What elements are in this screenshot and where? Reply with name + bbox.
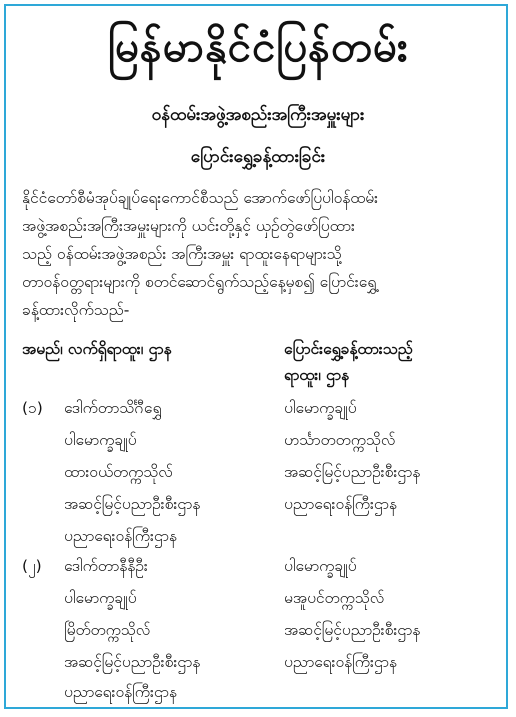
announcement-paragraph xyxy=(22,184,494,324)
column-header-new xyxy=(284,336,494,388)
entry-new-department: အဆင့်မြင့်ပညာဦးစီးဌာန xyxy=(284,621,421,639)
entry-current-department: အဆင့်မြင့်ပညာဦးစီးဌာန xyxy=(64,653,201,671)
entry-name: ဒေါက်တာနီနီဦး xyxy=(64,557,148,575)
entry-current-position: ပါမောက္ခချုပ် xyxy=(64,431,137,449)
column-header-new-line-1: ပြောင်းရွှေ့ခန့်ထားသည့် xyxy=(284,340,413,358)
entry-current-department: အဆင့်မြင့်ပညာဦးစီးဌာန xyxy=(64,495,201,513)
entry-new-department: အဆင့်မြင့်ပညာဦးစီးဌာန xyxy=(284,463,421,481)
entry-current-position: ပါမောက္ခချုပ် xyxy=(64,589,137,607)
paragraph-line: တာဝန်ဝတ္တရားများကို စတင်ဆောင်ရွက်သည့်နေ့မှစ၍ ပြောင်းရွှေ့ xyxy=(22,273,377,291)
paragraph-line: သည့် ဝန်ထမ်းအဖွဲ့အစည်း အကြီးအမှူး ရာထူးနေရာများသို့ xyxy=(22,245,342,263)
notice-subtitle-line-1: ဝန်ထမ်းအဖွဲ့အစည်းအကြီးအမှူးများ xyxy=(151,105,365,125)
entry-new-ministry: ပညာရေးဝန်ကြီးဌာန xyxy=(284,653,397,671)
paragraph-line: အဖွဲ့အစည်းအကြီးအမှူးများကို ယင်းတို့နှင့် ယှဉ်တွဲဖော်ပြထား xyxy=(22,217,355,235)
entry-new-ministry: ပညာရေးဝန်ကြီးဌာန xyxy=(284,495,397,513)
notice-frame xyxy=(4,4,508,709)
entry-number: (၂) xyxy=(22,557,42,575)
gazette-masthead: မြန်မာနိုင်ငံပြန်တမ်း xyxy=(107,22,409,71)
entry-current-ministry: ပညာရေးဝန်ကြီးဌာန xyxy=(64,683,177,701)
entry-current-institution: ထားဝယ်တက္ကသိုလ် xyxy=(64,463,173,481)
column-header-new-line-2: ရာထူး၊ ဌာန xyxy=(284,366,350,384)
entry-number: (၁) xyxy=(22,399,43,417)
entry-name: ဒေါက်တာသိင်္ဂီရွှေ xyxy=(64,399,162,417)
entry-new-position: ပါမောက္ခချုပ် xyxy=(284,399,357,417)
entry-new-institution: ဟင်္သာတတက္ကသိုလ် xyxy=(284,431,396,449)
paragraph-line: နိုင်ငံတော်စီမံအုပ်ချုပ်ရေးကောင်စီသည် အောက်ဖော်ပြပါဝန်ထမ်း xyxy=(22,189,379,207)
entry-current-institution: မြိတ်တက္ကသိုလ် xyxy=(64,621,151,639)
entry-new-position: ပါမောက္ခချုပ် xyxy=(284,557,357,575)
notice-subtitle-line-2: ပြောင်းရွှေ့ခန့်ထားခြင်း xyxy=(190,147,326,167)
entry-new-institution: မအူပင်တက္ကသိုလ် xyxy=(284,589,385,607)
column-header-current: အမည်၊ လက်ရှိရာထူး၊ ဌာန xyxy=(22,340,172,358)
entry-current-ministry: ပညာရေးဝန်ကြီးဌာန xyxy=(64,527,177,545)
paragraph-line: ခန့်ထားလိုက်သည်- xyxy=(22,301,130,319)
